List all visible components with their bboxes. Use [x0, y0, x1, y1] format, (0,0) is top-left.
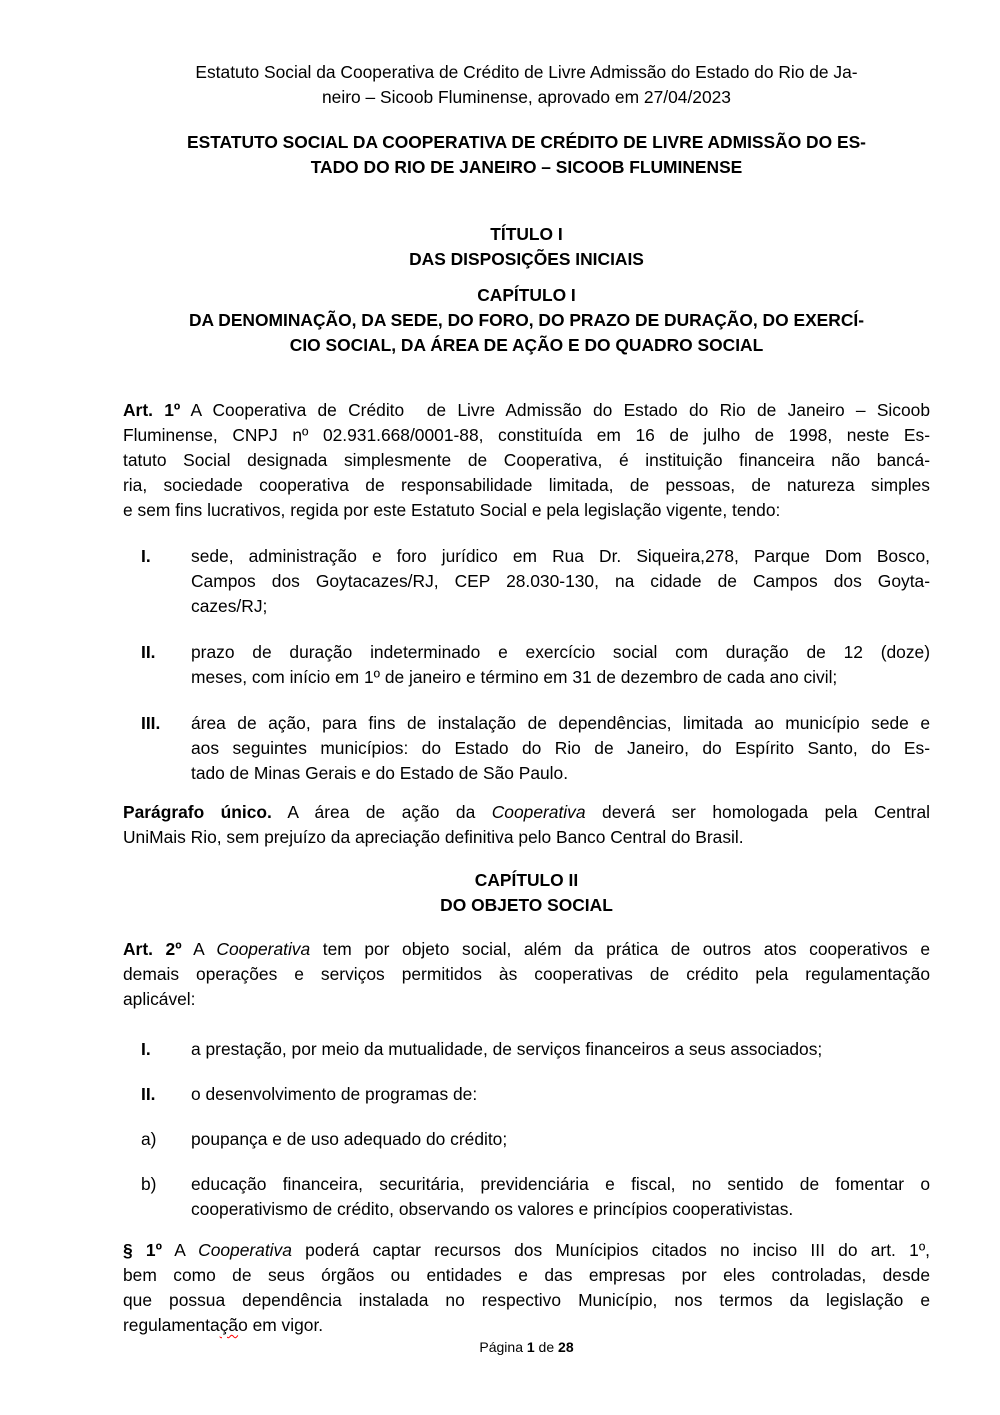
section-1-label: § 1º — [123, 1240, 162, 1260]
footer-text: Página — [479, 1339, 527, 1355]
text-line: ria, sociedade cooperativa de responsabilidade limitada, de pessoas, de natureza simples — [123, 475, 930, 495]
footer-page-number: 1 — [526, 1339, 535, 1355]
text-line: aplicável: — [123, 989, 196, 1009]
text-line: Campos dos Goytacazes/RJ, CEP 28.030-130, na cidade de Campos dos Goyta- — [191, 571, 930, 591]
text-run: A Cooperativa de Crédito de Livre Admissão do Estado do Rio de Janeiro – Sicoob — [180, 400, 930, 420]
item-body — [191, 1082, 930, 1107]
text-line: UniMais Rio, sem prejuízo da apreciação definitiva pelo Banco Central do Brasil. — [123, 827, 744, 847]
text-line: poupança e de uso adequado do crédito; — [191, 1129, 508, 1149]
article-1-item-ii — [123, 640, 930, 690]
item-body — [191, 544, 930, 619]
text-line — [123, 937, 930, 962]
item-marker: II. — [141, 642, 156, 662]
footer-text: de — [534, 1339, 559, 1355]
capitulo-i-subtitle-line: DA DENOMINAÇÃO, DA SEDE, DO FORO, DO PRAZO DE DURAÇÃO, DO EXERCÍ- — [188, 310, 865, 330]
text-line — [123, 800, 930, 825]
page-footer — [123, 1339, 930, 1356]
article-2-paragraph — [123, 937, 930, 1012]
term-cooperativa: Cooperativa — [491, 802, 586, 822]
article-1-item-i — [123, 544, 930, 619]
item-marker: II. — [141, 1084, 156, 1104]
text-run: poderá captar recursos dos Munícipios citados no inciso III do art. 1º, — [291, 1240, 930, 1260]
article-1-label: Art. 1º — [123, 400, 181, 420]
main-title-line: TADO DO RIO DE JANEIRO – SICOOB FLUMINENSE — [310, 157, 743, 177]
text-line: Fluminense, CNPJ nº 02.931.668/0001-88, constituída em 16 de julho de 1998, neste Es- — [123, 425, 930, 445]
paragrafo-unico-label: Parágrafo único. — [123, 802, 272, 822]
text-run: regulamenta — [123, 1315, 220, 1335]
text-line: tado de Minas Gerais e do Estado de São Paulo. — [191, 763, 569, 783]
main-title-line: ESTATUTO SOCIAL DA COOPERATIVA DE CRÉDITO DE LIVRE ADMISSÃO DO ES- — [187, 132, 866, 152]
text-line: bem como de seus órgãos ou entidades e das empresas por eles controladas, desde — [123, 1265, 930, 1285]
capitulo-ii-subtitle: DO OBJETO SOCIAL — [440, 895, 613, 915]
item-marker: b) — [141, 1174, 157, 1194]
item-body — [191, 711, 930, 786]
text-run: tem por objeto social, além da prática de outros atos cooperativos e — [310, 939, 931, 959]
main-title — [123, 130, 930, 180]
term-cooperativa: Cooperativa — [198, 1240, 292, 1260]
text-line: que possua dependência instalada no respectivo Município, nos termos da legislação e — [123, 1290, 930, 1310]
item-marker: I. — [141, 546, 151, 566]
item-body — [191, 1172, 930, 1222]
item-body — [191, 1037, 930, 1062]
titulo-i-label: TÍTULO I — [490, 224, 563, 244]
text-line: área de ação, para fins de instalação de dependências, limitada ao município sede e — [191, 713, 930, 733]
doc-header-line: neiro – Sicoob Fluminense, aprovado em 27/04/2023 — [322, 87, 731, 107]
text-line — [123, 398, 930, 423]
text-run: A — [181, 939, 217, 959]
capitulo-ii-heading — [123, 868, 930, 918]
item-marker: I. — [141, 1039, 151, 1059]
text-line: demais operações e serviços permitidos às cooperativas de crédito pela regulamentação — [123, 964, 930, 984]
capitulo-i-heading — [123, 283, 930, 358]
text-line: cooperativismo de crédito, observando os valores e princípios cooperativistas. — [191, 1199, 794, 1219]
item-marker: a) — [141, 1129, 157, 1149]
text-run: o em vigor. — [238, 1315, 324, 1335]
article-2-item-b — [123, 1172, 930, 1222]
item-marker: III. — [141, 713, 161, 733]
section-1-paragraph — [123, 1238, 930, 1338]
text-run: A área de ação da — [271, 802, 492, 822]
doc-header — [123, 60, 930, 110]
capitulo-ii-label: CAPÍTULO II — [474, 870, 579, 890]
text-line — [123, 1238, 930, 1263]
article-1-paragraph — [123, 398, 930, 523]
text-line: tatuto Social designada simplesmente de Cooperativa, é instituição financeira não bancá- — [123, 450, 930, 470]
text-line: aos seguintes municípios: do Estado do Rio de Janeiro, do Espírito Santo, do Es- — [191, 738, 930, 758]
text-run: A — [161, 1240, 199, 1260]
text-line: cazes/RJ; — [191, 596, 268, 616]
capitulo-i-label: CAPÍTULO I — [477, 285, 576, 305]
item-body — [191, 1127, 930, 1152]
article-2-item-ii — [123, 1082, 930, 1107]
article-2-label: Art. 2º — [123, 939, 182, 959]
article-1-item-iii — [123, 711, 930, 786]
text-line — [123, 1313, 930, 1338]
article-2-item-a — [123, 1127, 930, 1152]
text-line: sede, administração e foro jurídico em Rua Dr. Siqueira,278, Parque Dom Bosco, — [191, 546, 930, 566]
titulo-i-heading — [123, 222, 930, 272]
titulo-i-subtitle: DAS DISPOSIÇÕES INICIAIS — [409, 249, 644, 269]
text-line: o desenvolvimento de programas de: — [191, 1084, 478, 1104]
text-run: deverá ser homologada pela Central — [585, 802, 931, 822]
text-line: educação financeira, securitária, previdenciária e fiscal, no sentido de fomentar o — [191, 1174, 930, 1194]
text-line: prazo de duração indeterminado e exercício social com duração de 12 (doze) — [191, 642, 930, 662]
spellcheck-underline: çã — [219, 1315, 239, 1335]
article-2-item-i — [123, 1037, 930, 1062]
text-line: a prestação, por meio da mutualidade, de serviços financeiros a seus associados; — [191, 1039, 823, 1059]
text-line: e sem fins lucrativos, regida por este Estatuto Social e pela legislação vigente, tendo: — [123, 500, 781, 520]
term-cooperativa: Cooperativa — [216, 939, 311, 959]
item-body — [191, 640, 930, 690]
doc-header-line: Estatuto Social da Cooperativa de Crédito de Livre Admissão do Estado do Rio de Ja- — [195, 62, 858, 82]
capitulo-i-subtitle-line: CIO SOCIAL, DA ÁREA DE AÇÃO E DO QUADRO SOCIAL — [289, 335, 764, 355]
footer-total-pages: 28 — [558, 1339, 574, 1355]
paragrafo-unico-paragraph — [123, 800, 930, 850]
text-line: meses, com início em 1º de janeiro e término em 31 de dezembro de cada ano civil; — [191, 667, 838, 687]
